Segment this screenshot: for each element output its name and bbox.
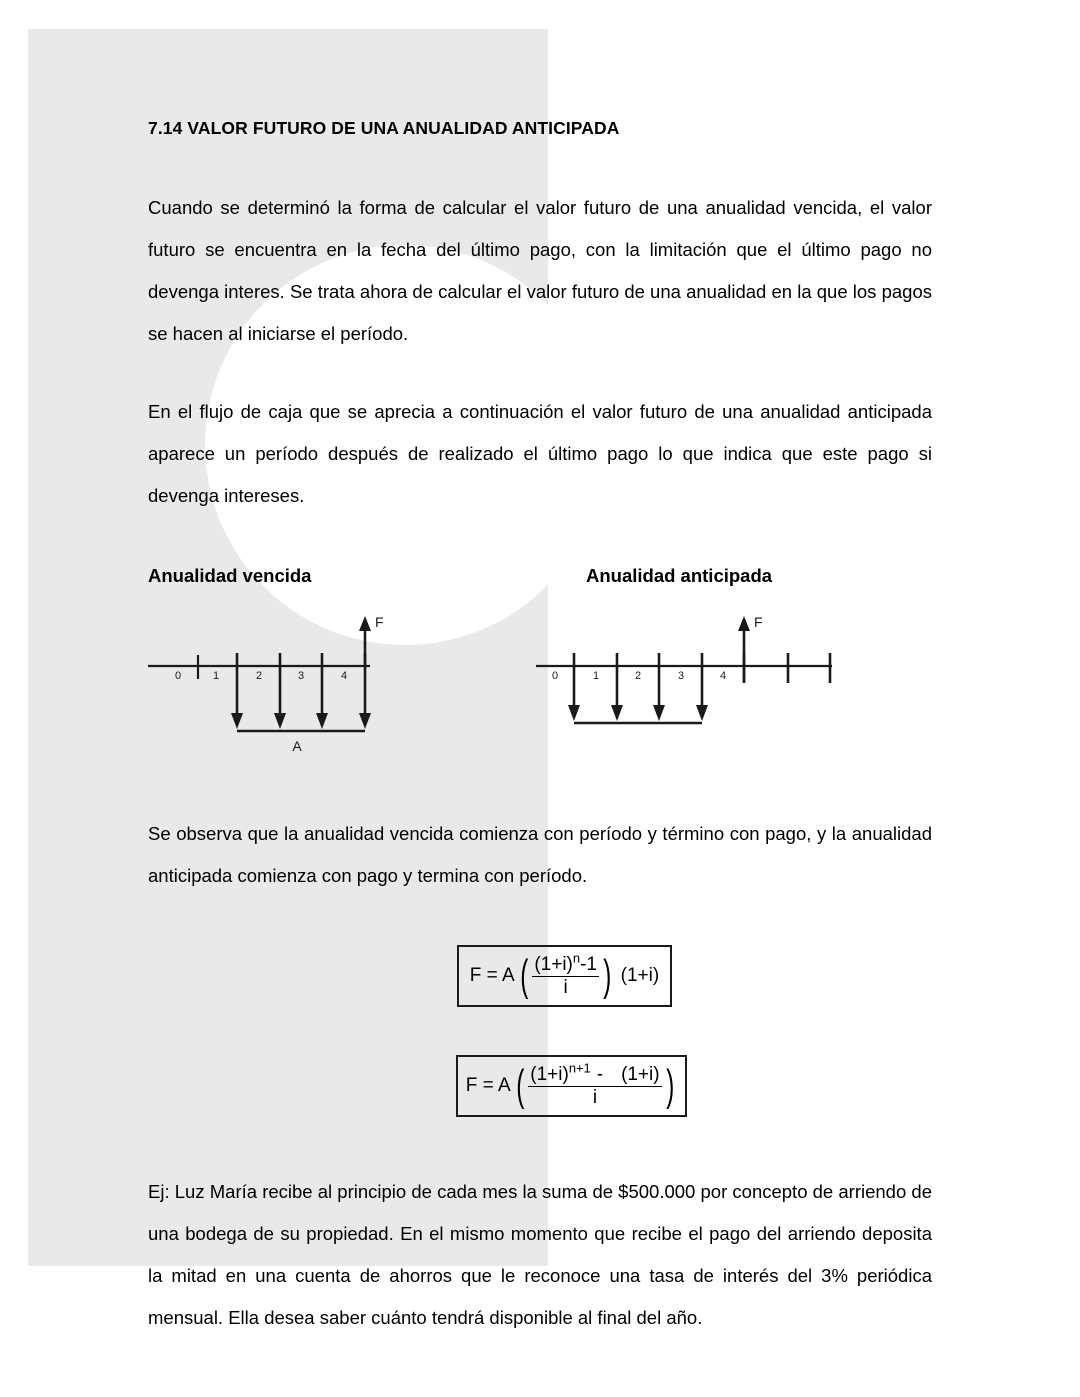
formula-box-vencida xyxy=(457,945,672,1007)
payment-arrow-group xyxy=(231,653,371,729)
future-value-label: F xyxy=(754,614,763,630)
diagram-anualidad-anticipada xyxy=(530,611,850,776)
spacer xyxy=(148,791,932,813)
period-label: 3 xyxy=(297,670,305,682)
paragraph-intro: Cuando se determinó la forma de calcular el valor futuro de una anualidad vencida, el valor futuro se encuentra en la fecha del último pago, con la limitación que el último pago no devenga interes. Se trata ahora de calcular el valor futuro de una anualidad en la que los pagos se hacen al iniciarse el período. xyxy=(148,197,932,344)
payment-arrow-group xyxy=(568,653,708,721)
fraction xyxy=(528,1060,661,1108)
fraction-denominator: i xyxy=(592,1086,598,1108)
page-title: 7.14 VALOR FUTURO DE UNA ANUALIDAD ANTICIPADA xyxy=(148,118,620,138)
future-value-arrow xyxy=(738,616,750,683)
formula-lhs: F = A xyxy=(465,1075,511,1096)
spacer xyxy=(148,139,932,187)
period-label: 2 xyxy=(255,670,263,682)
fraction-denominator: i xyxy=(563,976,568,998)
numerator-base: (1+i) xyxy=(530,1063,569,1085)
diagram-captions-row xyxy=(148,565,932,595)
period-label: 4 xyxy=(719,670,727,682)
period-label: 2 xyxy=(634,670,642,682)
numerator-exponent: n+1 xyxy=(568,1060,591,1076)
fraction-numerator xyxy=(532,950,599,977)
cashflow-diagrams xyxy=(148,611,932,791)
diagram-anualidad-vencida xyxy=(142,611,392,776)
fraction-numerator xyxy=(528,1060,661,1087)
content-column xyxy=(148,118,932,1339)
paragraph-observacion: Se observa que la anualidad vencida comienza con período y término con pago, y la anualidad anticipada comienza con pago y termina con período. xyxy=(148,823,932,886)
spacer xyxy=(148,897,932,945)
paragraph-cashflow: En el flujo de caja que se aprecia a continuación el valor futuro de una anualidad anticipada aparece un período después de realizado el último pago lo que indica que este pago si devenga intereses. xyxy=(148,401,932,506)
numerator-base: (1+i) xyxy=(534,953,573,975)
future-value-label: F xyxy=(375,614,384,630)
numerator-tail: -1 xyxy=(580,953,597,975)
spacer xyxy=(148,1135,932,1171)
numerator-operator: - xyxy=(596,1063,604,1085)
spacer xyxy=(148,1025,932,1055)
period-label: 1 xyxy=(212,670,220,682)
formula-lhs: F = A xyxy=(469,965,515,986)
period-label: 0 xyxy=(551,670,559,682)
diagram-caption-anticipada: Anualidad anticipada xyxy=(586,565,773,586)
period-label: 4 xyxy=(340,670,348,682)
formula-expression: F = A ( $\frac{(1+i)^n-1}{i}$ ) (1+i) xyxy=(469,950,660,1000)
fraction xyxy=(532,950,599,998)
spacer xyxy=(148,517,932,565)
paragraph-ejemplo: Ej: Luz María recibe al principio de cada mes la suma de $500.000 por concepto de arriendo de una bodega de su propiedad. En el mismo momento que recibe el pago del arriendo deposita la mitad en una cuenta de ahorros que le reconoce una tasa de interés del 3% periódica mensual. Ella desea saber cuánto tendrá disponible al final del año. xyxy=(148,1181,932,1328)
formula-1-wrapper xyxy=(148,945,932,1025)
formula-box-anticipada xyxy=(456,1055,687,1117)
formula-expression: F = A ( $\frac{(1+i)^{n+1} - (1+i)}{i}$ ) xyxy=(465,1060,674,1110)
spacer xyxy=(148,595,932,611)
period-label: 3 xyxy=(677,670,685,682)
diagram-caption-vencida: Anualidad vencida xyxy=(148,565,312,586)
formula-trailing-term: (1+i) xyxy=(620,965,660,986)
spacer xyxy=(148,355,932,391)
formula-2-wrapper xyxy=(148,1055,932,1135)
period-label: 0 xyxy=(174,670,182,682)
numerator-tail: (1+i) xyxy=(621,1063,660,1085)
future-value-arrow xyxy=(359,616,371,666)
period-label: 1 xyxy=(592,670,600,682)
payment-label: A xyxy=(292,738,302,754)
numerator-exponent: n xyxy=(572,950,581,966)
